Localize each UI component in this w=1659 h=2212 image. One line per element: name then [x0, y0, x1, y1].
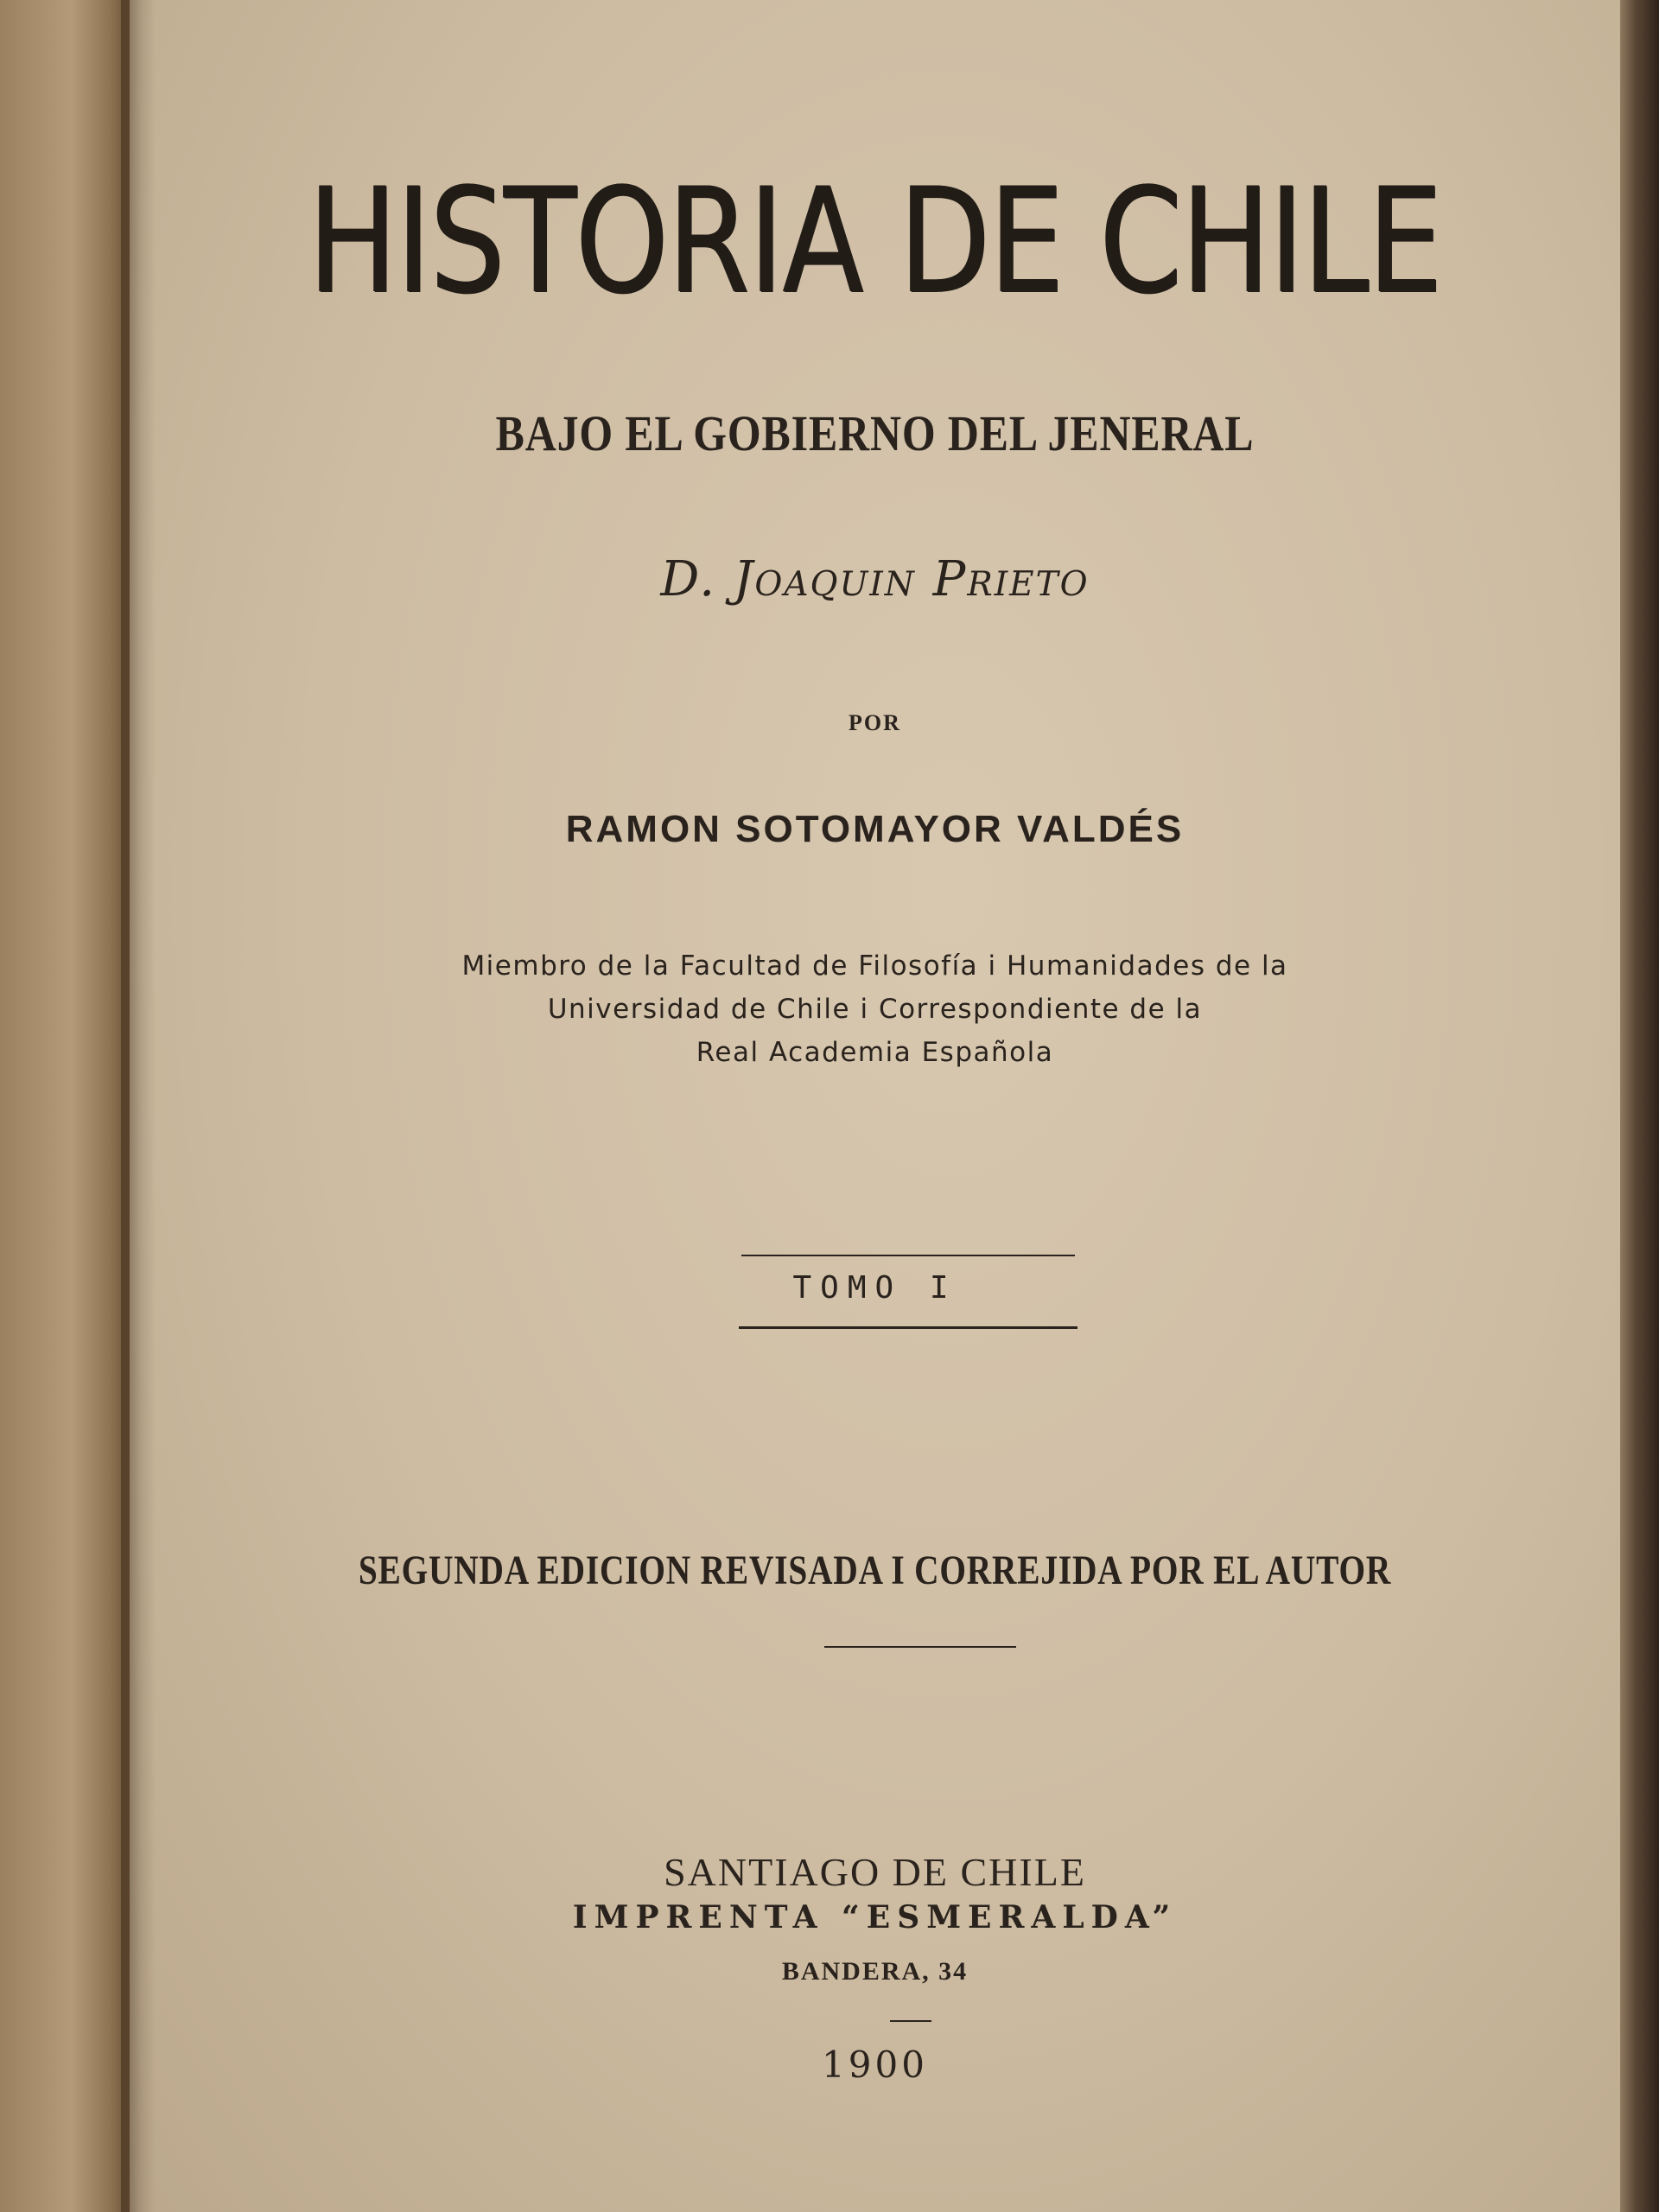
- imprint-city: SANTIAGO DE CHILE: [664, 1850, 1086, 1894]
- edition-rule: [824, 1646, 1016, 1648]
- author-name: RAMON SOTOMAYOR VALDÉS: [565, 808, 1185, 850]
- author-credential-line: Universidad de Chile i Correspondiente de la: [547, 994, 1203, 1025]
- book-title: HISTORIA DE CHILE: [308, 156, 1442, 326]
- book-subtitle: BAJO EL GOBIERNO DEL JENERAL: [495, 405, 1255, 461]
- year-rule: [890, 2020, 931, 2022]
- imprint-address: BANDERA, 34: [781, 1957, 969, 1986]
- volume-rule-bottom: [739, 1326, 1077, 1329]
- facing-page-edge: [0, 0, 130, 2212]
- author-credential-line: Real Academia Española: [696, 1037, 1054, 1068]
- edition-statement: SEGUNDA EDICION REVISADA I CORREJIDA POR EL AUTOR: [358, 1548, 1392, 1593]
- volume-label: TOMO I: [792, 1270, 957, 1306]
- publication-year: 1900: [822, 2044, 928, 2086]
- author-credential-line: Miembro de la Facultad de Filosofía i Humanidades de la: [461, 950, 1288, 982]
- spine-shadow: [121, 0, 156, 2212]
- by-label: POR: [849, 710, 901, 735]
- imprint-printer: IMPRENTA “ESMERALDA”: [572, 1899, 1178, 1936]
- fore-edge: [1620, 0, 1659, 2212]
- volume-rule-top: [741, 1255, 1075, 1256]
- subject-name: D. Joaquin Prieto: [660, 551, 1090, 607]
- title-page: [130, 0, 1620, 2212]
